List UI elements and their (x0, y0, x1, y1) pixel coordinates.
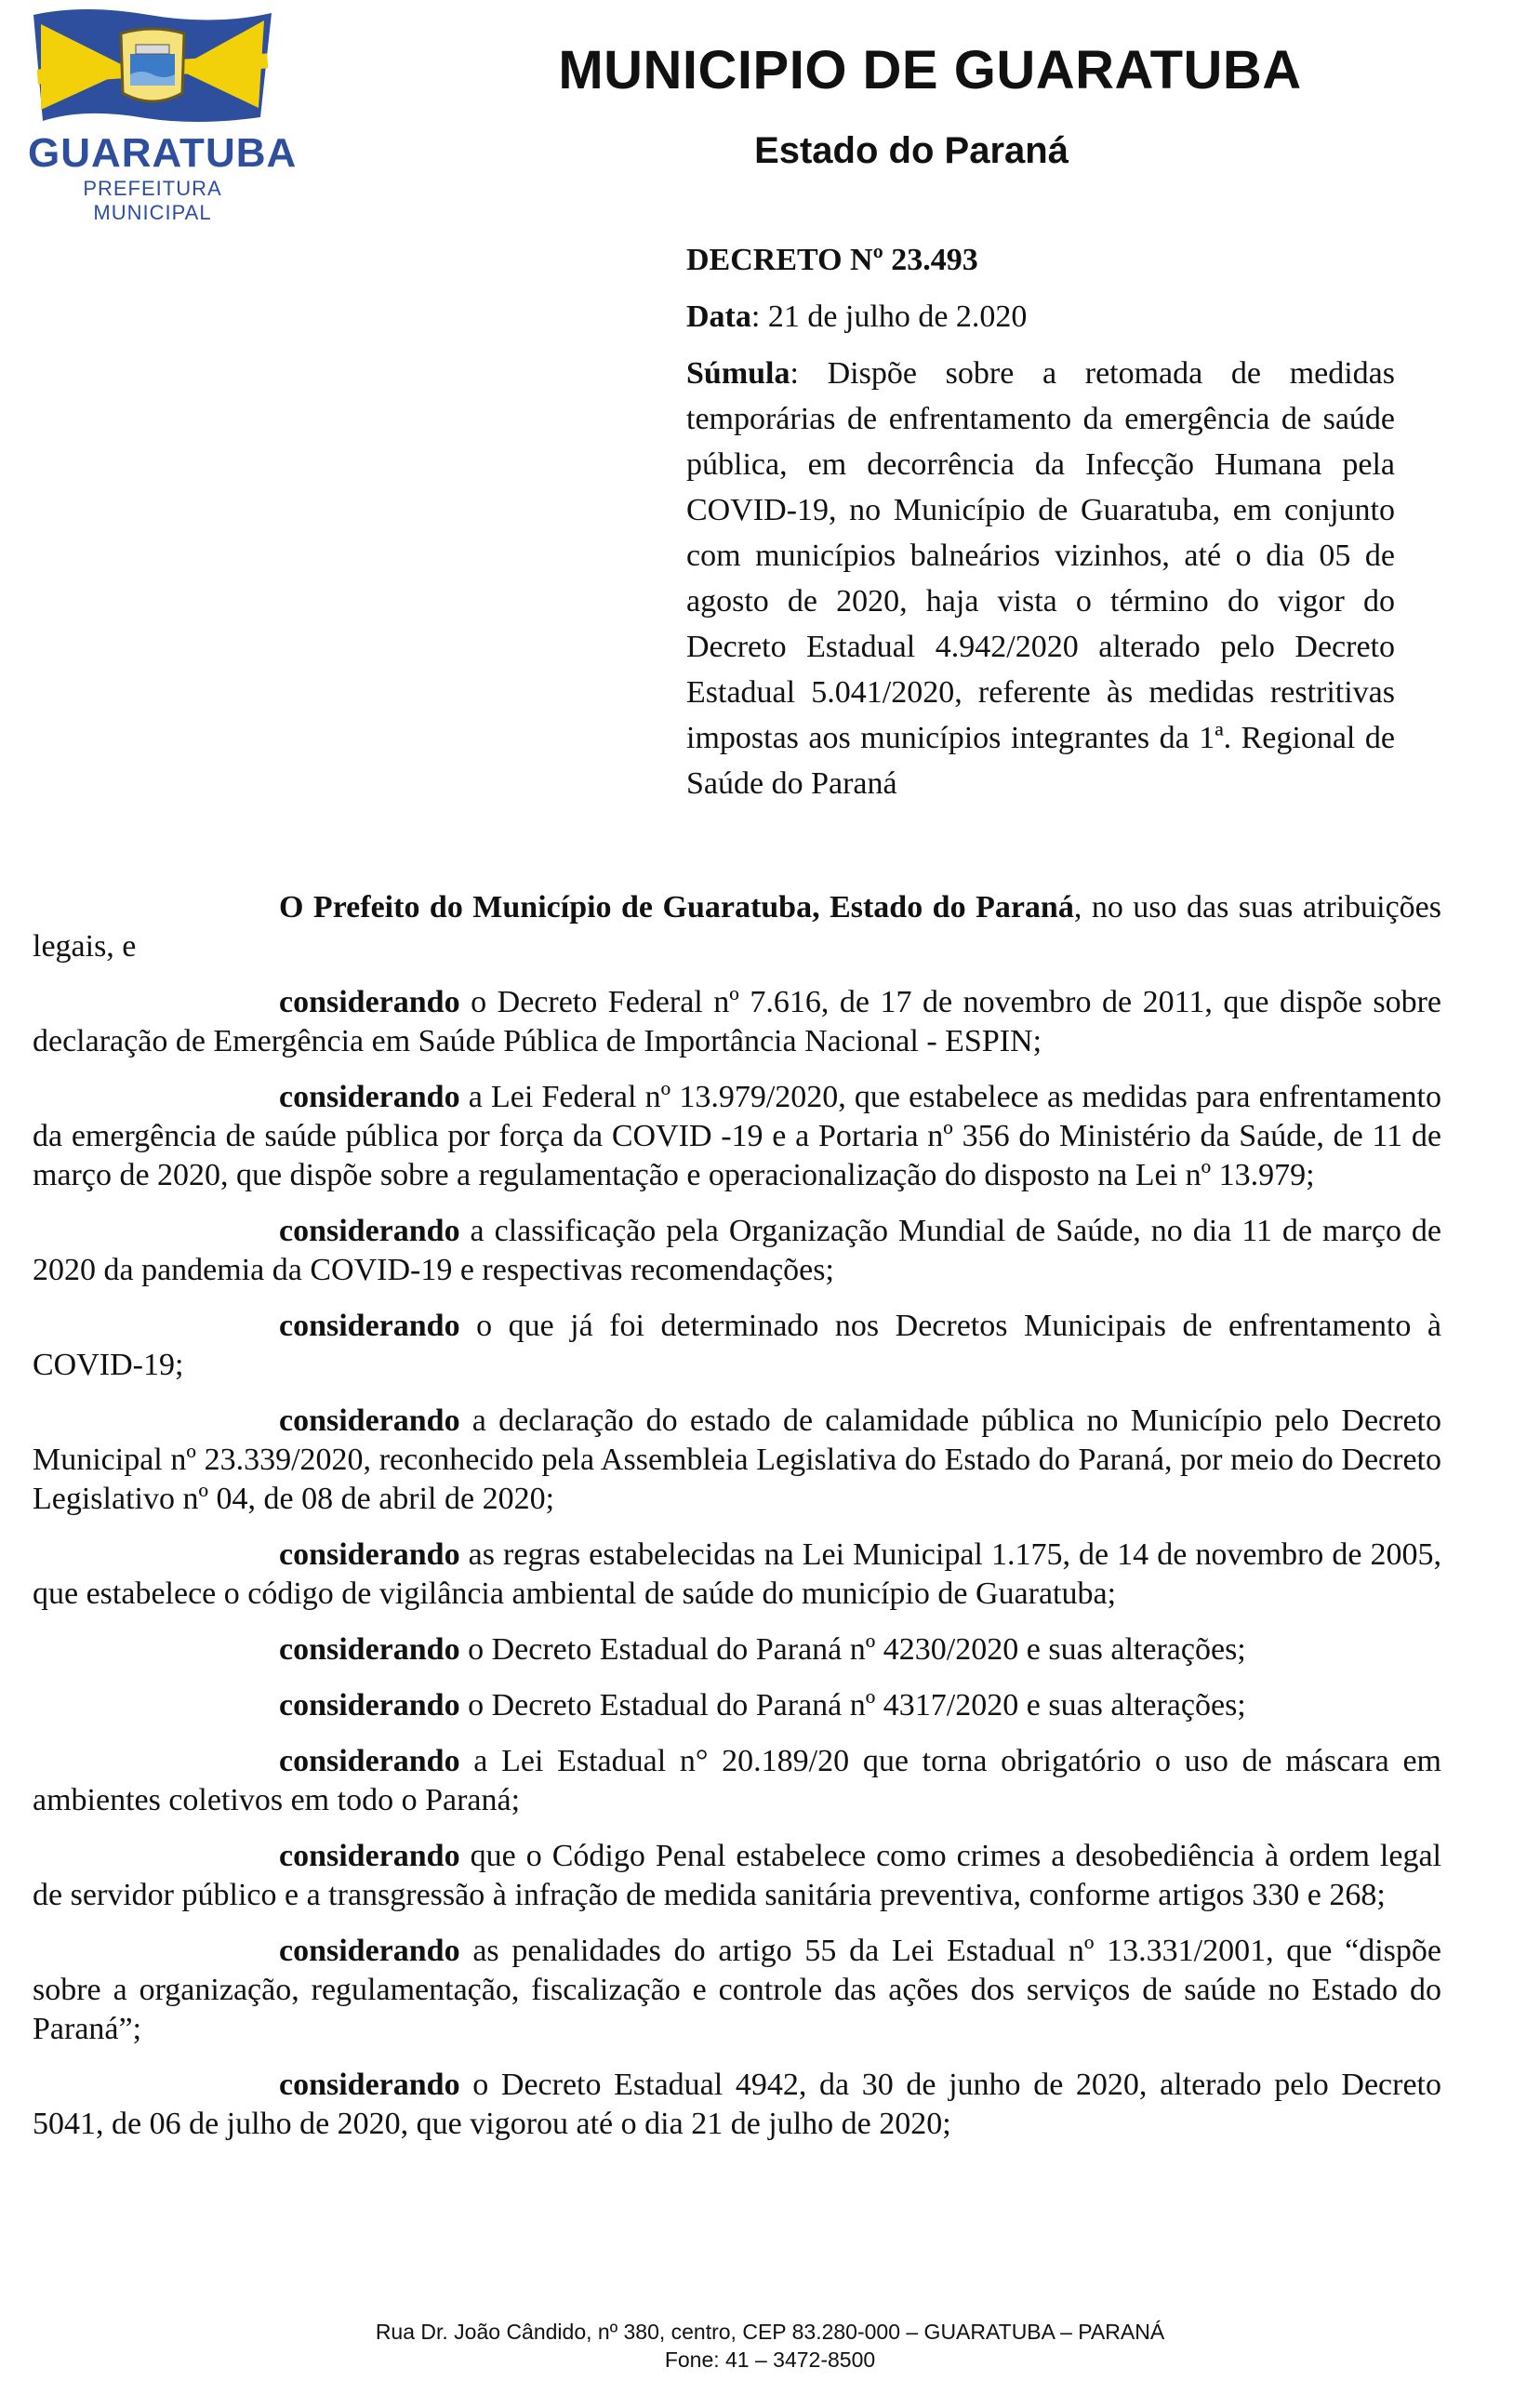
considerando-label: considerando (279, 2068, 460, 2102)
considerando-label: considerando (279, 1632, 460, 1667)
considerando-label: considerando (279, 1688, 460, 1723)
considerando-paragraph (33, 1932, 1441, 2049)
considerando-paragraph (33, 1402, 1441, 1519)
decree-date (686, 294, 1395, 339)
considerando-label: considerando (279, 1537, 460, 1572)
considerando-label: considerando (279, 1839, 460, 1873)
considerando-paragraph (33, 1837, 1441, 1915)
considerando-paragraph (33, 1686, 1441, 1725)
intro-text: , no uso das suas atribuições legais, e (33, 890, 1441, 964)
intro-bold: O Prefeito do Município de Guaratuba, Estado do Paraná (279, 890, 1074, 924)
considerando-text: as penalidades do artigo 55 da Lei Estadual nº 13.331/2001, que “dispõe sobre a organização, regulamentação, fiscalização e controle das ações dos serviços de saúde no Estado do Paraná”; (33, 1934, 1441, 2046)
considerando-label: considerando (279, 1403, 460, 1438)
considerando-text: o que já foi determinado nos Decretos Municipais de enfrentamento à COVID-19; (33, 1309, 1441, 1382)
considerando-label: considerando (279, 1309, 460, 1343)
sumula-label: Súmula (686, 356, 790, 391)
considerando-text: o Decreto Estadual do Paraná nº 4317/2020 e suas alterações; (459, 1688, 1246, 1723)
considerando-text: a Lei Estadual n° 20.189/20 que torna obrigatório o uso de máscara em ambientes coletivos em todo o Paraná; (33, 1744, 1441, 1817)
state-title: Estado do Paraná (754, 130, 1069, 171)
decree-body (33, 888, 1441, 2161)
considerando-paragraph (33, 1742, 1441, 1820)
sumula-text: : Dispõe sobre a retomada de medidas temporárias de enfrentamento da emergência de saúde pública, em decorrência da Infecção Humana pela COVID-19, no Município de Guaratuba, em conjunto com municípios balneários vizinhos, até o dia 05 de agosto de 2020, haja vista o término do vigor do Decreto Estadual 4.942/2020 alterado pelo Decreto Estadual 5.041/2020, referente às medidas restritivas impostas aos municípios integrantes da 1ª. Regional de Saúde do Paraná (686, 356, 1395, 801)
considerando-label: considerando (279, 1080, 460, 1114)
considerando-text: a declaração do estado de calamidade pública no Município pelo Decreto Municipal nº 23.339/2020, reconhecido pela Assembleia Legislativa do Estado do Paraná, por meio do Decreto Legislativo nº 04, de 08 de abril de 2020; (33, 1403, 1441, 1516)
considerando-paragraph (33, 1630, 1441, 1669)
considerando-paragraph (33, 1212, 1441, 1290)
date-value: : 21 de julho de 2.020 (750, 299, 1028, 334)
considerando-paragraph (33, 1536, 1441, 1614)
flag-emblem-icon (28, 7, 277, 133)
considerando-label: considerando (279, 1214, 460, 1248)
intro-paragraph (33, 888, 1441, 966)
date-label: Data (686, 299, 751, 334)
considerando-label: considerando (279, 1934, 460, 1968)
footer-address: Rua Dr. João Cândido, nº 380, centro, CEP 83.280-000 – GUARATUBA – PARANÁ (375, 2320, 1165, 2344)
logo-subtitle: PREFEITURA MUNICIPAL (83, 177, 222, 224)
municipality-title: MUNICIPIO DE GUARATUBA (558, 40, 1302, 100)
considerando-text: a classificação pela Organização Mundial de Saúde, no dia 11 de março de 2020 da pandemia da COVID-19 e respectivas recomendações; (33, 1214, 1441, 1287)
decree-number: DECRETO Nº 23.493 (686, 243, 978, 277)
page-footer (0, 2318, 1540, 2374)
decree-header (686, 237, 1395, 806)
considerando-paragraph (33, 1307, 1441, 1385)
considerando-text: que o Código Penal estabelece como crimes a desobediência à ordem legal de servidor público e a transgressão à infração de medida sanitária preventiva, conforme artigos 330 e 268; (33, 1839, 1441, 1912)
considerando-label: considerando (279, 985, 460, 1019)
considerando-paragraph (33, 1078, 1441, 1195)
considerando-paragraph (33, 2066, 1441, 2144)
footer-phone: Fone: 41 – 3472-8500 (664, 2348, 876, 2372)
considerando-paragraph (33, 983, 1441, 1061)
considerando-text: o Decreto Federal nº 7.616, de 17 de novembro de 2011, que dispõe sobre declaração de Emergência em Saúde Pública de Importância Nacional - ESPIN; (33, 985, 1441, 1058)
decree-sumula (686, 351, 1395, 806)
considerando-text: a Lei Federal nº 13.979/2020, que estabelece as medidas para enfrentamento da emergência de saúde pública por força da COVID -19 e a Portaria nº 356 do Ministério da Saúde, de 11 de março de 2020, que dispõe sobre a regulamentação e operacionalização do disposto na Lei nº 13.979; (33, 1080, 1441, 1192)
municipal-logo (28, 7, 298, 224)
logo-name: GUARATUBA (28, 130, 298, 176)
considerando-text: as regras estabelecidas na Lei Municipal 1.175, de 14 de novembro de 2005, que estabelece o código de vigilância ambiental de saúde do município de Guaratuba; (33, 1537, 1441, 1611)
considerando-text: o Decreto Estadual do Paraná nº 4230/2020 e suas alterações; (459, 1632, 1246, 1667)
considerando-text: o Decreto Estadual 4942, da 30 de junho de 2020, alterado pelo Decreto 5041, de 06 de julho de 2020, que vigorou até o dia 21 de julho de 2020; (33, 2068, 1441, 2141)
considerando-label: considerando (279, 1744, 460, 1778)
